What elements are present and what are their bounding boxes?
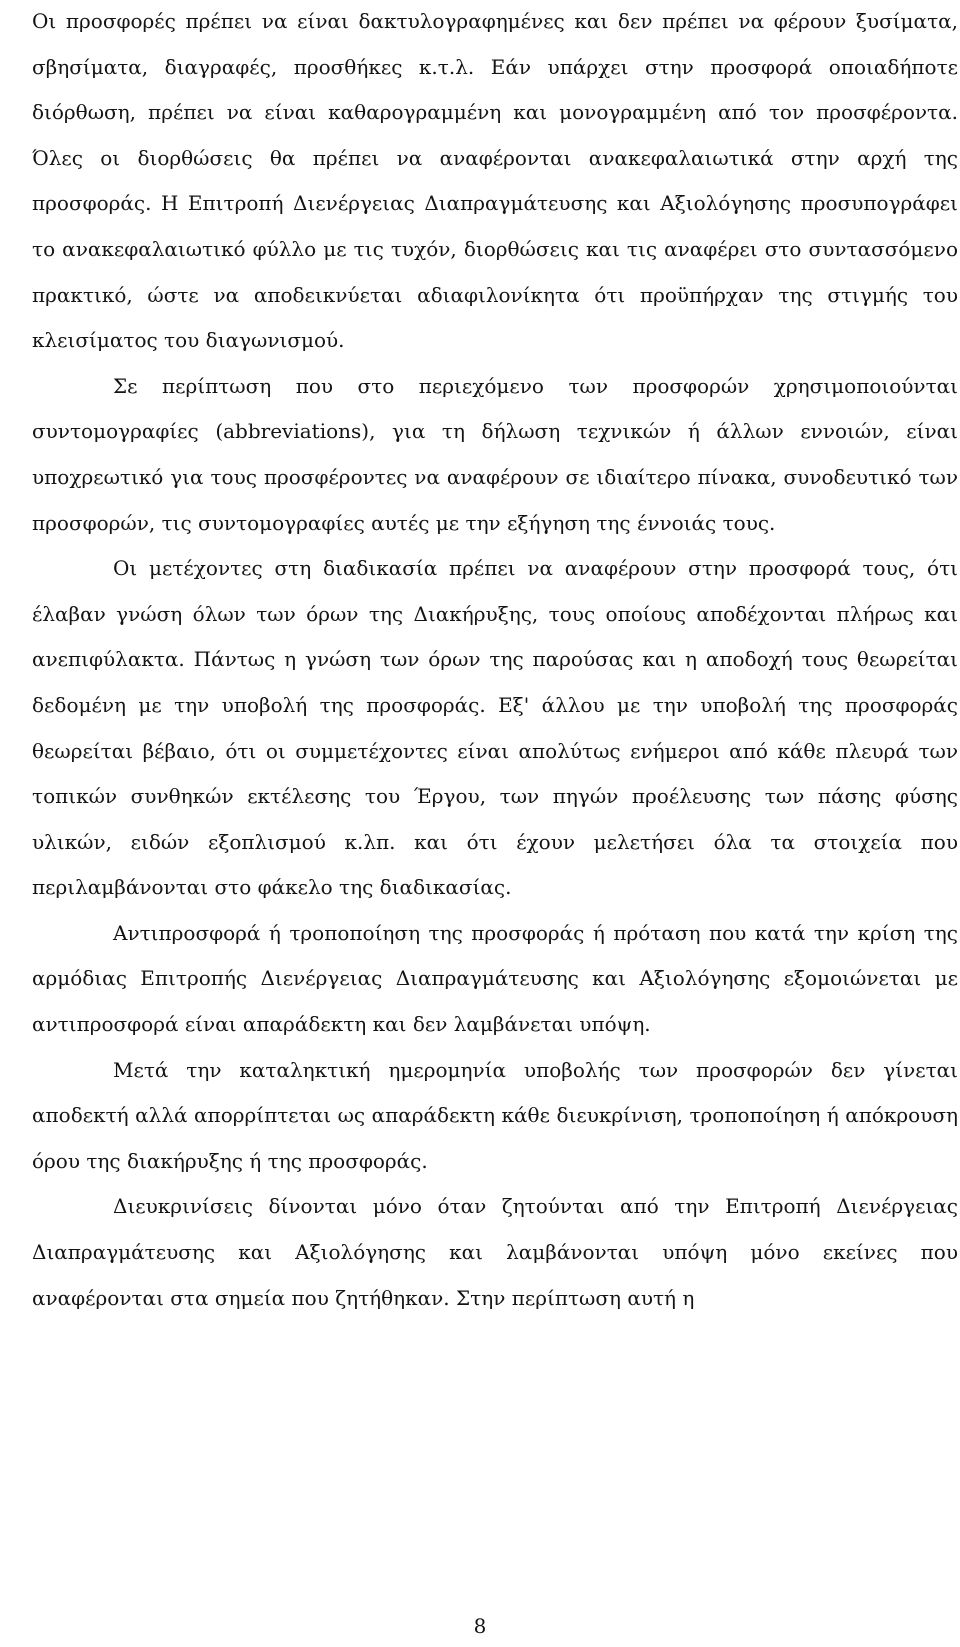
paragraph-offers-formatting: Οι προσφορές πρέπει να είναι δακτυλογραφημένες και δεν πρέπει να φέρουν ξυσίματα, σβησίματα, διαγραφές, προσθήκες κ.τ.λ. Εάν υπάρχει στην προσφορά οποιαδήποτε διόρθωση, πρέπει να είναι καθαρογραμμένη και μονογραμμένη από τον προσφέροντα. Όλες οι διορθώσεις θα πρέπει να αναφέρονται ανακεφαλαιωτικά στην αρχή της προσφοράς. Η Επιτροπή Διενέργειας Διαπραγμάτευσης και Αξιολόγησης προσυπογράφει το ανακεφαλαιωτικό φύλλο με τις τυχόν, διορθώσεις και τις αναφέρει στο συντασσόμενο πρακτικό, ώστε να αποδεικνύεται αδιαφιλονίκητα ότι προϋπήρχαν της στιγμής του κλεισίματος του διαγωνισμού. [32, 9, 958, 353]
paragraph-abbreviations: Σε περίπτωση που στο περιεχόμενο των προσφορών χρησιμοποιούνται συντομογραφίες (abbreviations), για τη δήλωση τεχνικών ή άλλων εννοιών, είναι υποχρεωτικό για τους προσφέροντες να αναφέρουν σε ιδιαίτερο πίνακα, συνοδευτικό των προσφορών, τις συντομογραφίες αυτές με την εξήγηση της έννοιάς τους. [32, 373, 958, 535]
document-page [32, 0, 958, 1321]
paragraph-acceptance-of-terms: Οι μετέχοντες στη διαδικασία πρέπει να αναφέρουν στην προσφορά τους, ότι έλαβαν γνώση όλων των όρων της Διακήρυξης, τους οποίους αποδέχονται πλήρως και ανεπιφύλακτα. Πάντως η γνώση των όρων της παρούσας και η αποδοχή τους θεωρείται δεδομένη με την υποβολή της προσφοράς. Εξ' άλλου με την υποβολή της προσφοράς θεωρείται βέβαιο, ότι οι συμμετέχοντες είναι απολύτως ενήμεροι από κάθε πλευρά των τοπικών συνθηκών εκτέλεσης του Έργου, των πηγών προέλευσης των πάσης φύσης υλικών, ειδών εξοπλισμού κ.λπ. και ότι έχουν μελετήσει όλα τα στοιχεία που περιλαμβάνονται στο φάκελο της διαδικασίας. [32, 556, 958, 900]
paragraph-after-deadline: Μετά την καταληκτική ημερομηνία υποβολής των προσφορών δεν γίνεται αποδεκτή αλλά απορρίπτεται ως απαράδεκτη κάθε διευκρίνιση, τροποποίηση ή απόκρουση όρου της διακήρυξης ή της προσφοράς. [32, 1057, 958, 1173]
page-number: 8 [473, 1614, 487, 1638]
paragraph-counter-offer: Αντιπροσφορά ή τροποποίηση της προσφοράς ή πρόταση που κατά την κρίση της αρμόδιας Επιτροπής Διενέργειας Διαπραγμάτευσης και Αξιολόγησης εξομοιώνεται με αντιπροσφορά είναι απαράδεκτη και δεν λαμβάνεται υπόψη. [32, 920, 958, 1037]
paragraph-clarifications: Διευκρινίσεις δίνονται μόνο όταν ζητούνται από την Επιτροπή Διενέργειας Διαπραγμάτευσης και Αξιολόγησης και λαμβάνονται υπόψη μόνο εκείνες που αναφέρονται στα σημεία που ζητήθηκαν. Στην περίπτωση αυτή η [32, 1194, 958, 1310]
